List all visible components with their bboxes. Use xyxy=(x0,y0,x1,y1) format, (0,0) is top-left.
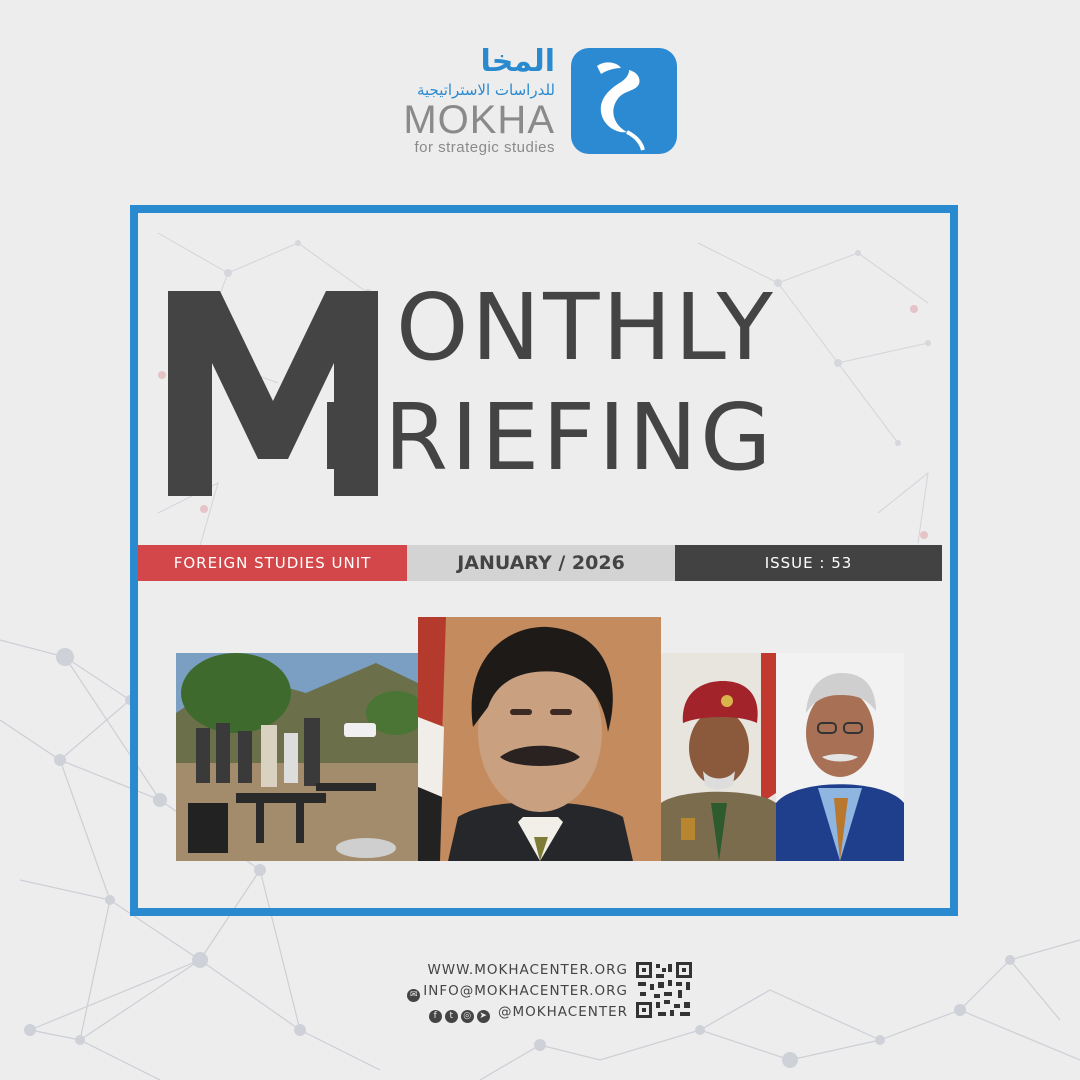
title-line-2: BRIEFING xyxy=(318,384,775,491)
mokha-logo-icon xyxy=(571,48,677,154)
briefing-frame xyxy=(130,205,958,916)
issue-label: ISSUE : 53 xyxy=(675,545,942,581)
logo-english-name: MOKHA xyxy=(403,98,555,142)
qr-code[interactable] xyxy=(636,962,692,1018)
twitter-icon[interactable]: t xyxy=(445,1010,458,1023)
date-label: JANUARY / 2026 xyxy=(407,545,675,581)
portrait-photo-2 xyxy=(661,653,776,861)
logo-tagline: for strategic studies xyxy=(414,139,555,156)
email-link[interactable]: INFO@MOKHACENTER.ORG xyxy=(423,983,628,999)
facebook-icon[interactable]: f xyxy=(429,1010,442,1023)
logo-arabic-name: المخا xyxy=(480,44,555,79)
instagram-icon[interactable]: ◎ xyxy=(461,1010,474,1023)
unit-label: FOREIGN STUDIES UNIT xyxy=(138,545,407,581)
telegram-icon[interactable]: ➤ xyxy=(477,1010,490,1023)
logo-arabic-subtitle: للدراسات الاستراتيجية xyxy=(416,81,555,99)
field-photo xyxy=(176,653,418,861)
portrait-photo-1 xyxy=(418,617,661,861)
logo-text xyxy=(380,44,555,156)
contact-footer xyxy=(388,960,628,1023)
social-handle[interactable]: @MOKHACENTER xyxy=(498,1004,628,1020)
portrait-photo-3 xyxy=(776,653,904,861)
website-link[interactable]: WWW.MOKHACENTER.ORG xyxy=(427,962,628,978)
title-line-1: ONTHLY xyxy=(396,274,776,381)
email-icon: ✉ xyxy=(407,989,420,1002)
